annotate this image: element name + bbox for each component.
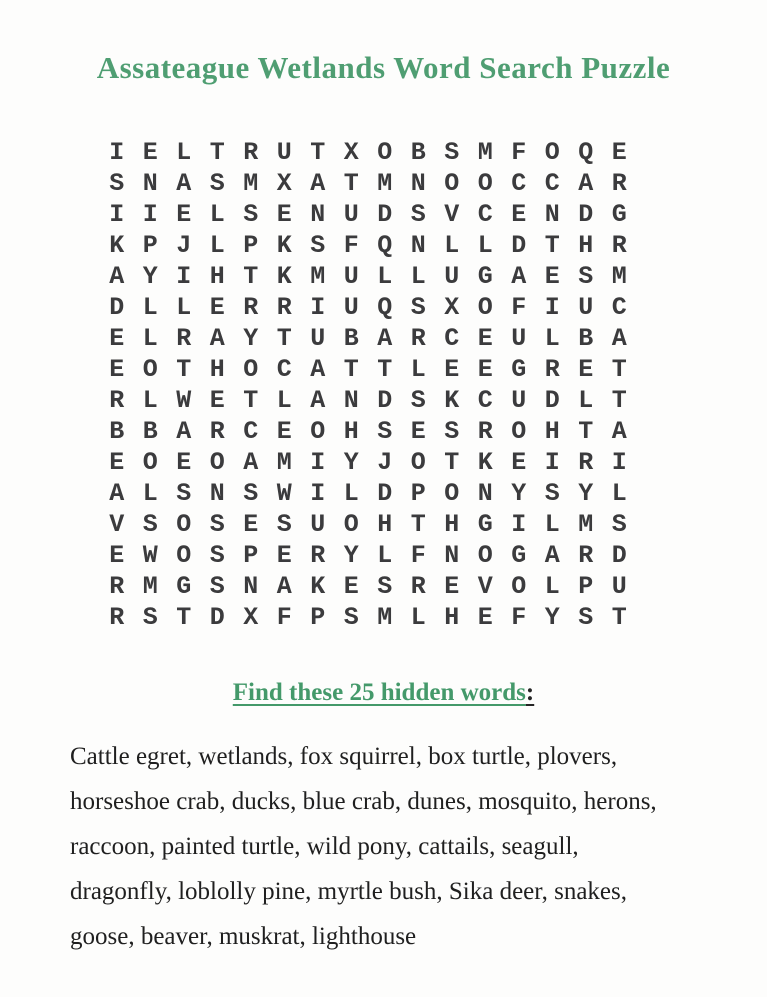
page-title: Assateague Wetlands Word Search Puzzle [96,50,671,85]
grid-letter: T [544,231,560,260]
grid-letter: U [578,293,594,322]
grid-letter: T [243,386,259,415]
grid-letter: E [477,603,493,632]
grid-letter: S [410,386,426,415]
grid-letter: S [209,541,225,570]
grid-letter: S [209,169,225,198]
grid-letter: J [176,231,192,260]
grid-letter: J [377,448,393,477]
grid-row [100,571,637,602]
grid-letter: S [209,510,225,539]
grid-letter: R [477,417,493,446]
grid-letter: I [544,448,560,477]
grid-letter: L [343,479,359,508]
grid-letter: D [109,293,125,322]
grid-letter: L [142,479,158,508]
grid-letter: B [578,324,594,353]
grid-letter: Y [343,541,359,570]
grid-letter: P [243,231,259,260]
grid-letter: M [578,510,594,539]
grid-letter: E [444,572,460,601]
grid-letter: A [377,324,393,353]
grid-letter: E [343,572,359,601]
grid-letter: O [142,448,158,477]
grid-letter: A [310,386,326,415]
grid-letter: O [477,169,493,198]
grid-letter: O [511,417,527,446]
grid-letter: D [209,603,225,632]
grid-letter: B [343,324,359,353]
grid-letter: O [477,293,493,322]
grid-letter: R [109,386,125,415]
grid-letter: D [544,386,560,415]
grid-letter: B [142,417,158,446]
grid-letter: U [343,200,359,229]
grid-letter: O [209,448,225,477]
find-words-heading-text: Find these 25 hidden words [232,679,526,706]
grid-letter: T [209,138,225,167]
grid-letter: Y [343,448,359,477]
grid-letter: R [310,541,326,570]
grid-letter: S [544,479,560,508]
grid-letter: Q [377,293,393,322]
grid-letter: Y [544,603,560,632]
grid-letter: Y [578,479,594,508]
grid-letter: S [578,603,594,632]
grid-letter: O [142,355,158,384]
grid-letter: L [544,510,560,539]
grid-letter: L [142,293,158,322]
grid-letter: H [444,510,460,539]
grid-letter: W [276,479,292,508]
grid-letter: S [444,417,460,446]
grid-letter: S [142,603,158,632]
hidden-words-list [70,734,717,959]
grid-letter: S [209,572,225,601]
grid-letter: R [176,324,192,353]
grid-letter: Y [243,324,259,353]
grid-letter: M [142,572,158,601]
grid-letter: L [142,386,158,415]
grid-letter: T [310,138,326,167]
grid-letter: M [276,448,292,477]
grid-letter: X [343,138,359,167]
grid-letter: H [209,262,225,291]
grid-letter: I [310,293,326,322]
grid-letter: B [109,417,125,446]
grid-letter: L [611,479,627,508]
grid-letter: K [444,386,460,415]
grid-letter: K [276,262,292,291]
grid-letter: H [444,603,460,632]
grid-letter: L [578,386,594,415]
grid-letter: T [176,355,192,384]
grid-letter: S [243,200,259,229]
grid-letter: M [477,138,493,167]
grid-letter: H [377,510,393,539]
grid-letter: H [578,231,594,260]
grid-letter: W [142,541,158,570]
grid-letter: D [611,541,627,570]
grid-letter: S [410,293,426,322]
grid-letter: H [343,417,359,446]
grid-letter: I [611,448,627,477]
grid-letter: I [109,138,125,167]
grid-letter: M [377,169,393,198]
grid-letter: O [444,479,460,508]
grid-letter: N [310,200,326,229]
grid-letter: G [511,355,527,384]
grid-letter: E [511,448,527,477]
grid-letter: L [377,541,393,570]
grid-letter: A [109,262,125,291]
grid-letter: I [544,293,560,322]
grid-letter: S [176,479,192,508]
grid-letter: F [511,138,527,167]
grid-letter: E [209,386,225,415]
grid-letter: O [176,510,192,539]
grid-letter: T [611,603,627,632]
grid-letter: L [276,386,292,415]
grid-letter: A [511,262,527,291]
grid-letter: U [511,386,527,415]
find-words-heading [0,679,767,707]
grid-letter: N [410,231,426,260]
grid-letter: E [477,324,493,353]
grid-letter: R [243,138,259,167]
grid-letter: B [410,138,426,167]
grid-row [100,478,637,509]
grid-letter: G [511,541,527,570]
grid-letter: A [310,355,326,384]
word-list-line: dragonfly, loblolly pine, myrtle bush, Sika deer, snakes, [70,878,627,905]
grid-letter: A [611,417,627,446]
grid-letter: T [176,603,192,632]
grid-letter: S [410,200,426,229]
grid-letter: H [544,417,560,446]
grid-letter: P [410,479,426,508]
grid-letter: L [544,572,560,601]
grid-letter: L [176,293,192,322]
grid-letter: R [243,293,259,322]
grid-letter: L [209,200,225,229]
grid-row [100,261,637,292]
grid-letter: V [109,510,125,539]
grid-letter: W [176,386,192,415]
grid-letter: O [544,138,560,167]
grid-letter: X [243,603,259,632]
grid-letter: O [444,169,460,198]
grid-letter: H [209,355,225,384]
grid-letter: U [343,293,359,322]
grid-letter: T [611,355,627,384]
grid-letter: T [343,169,359,198]
grid-letter: L [377,262,393,291]
find-words-heading-colon: : [525,679,535,706]
grid-letter: G [477,262,493,291]
grid-letter: F [511,603,527,632]
grid-letter: M [243,169,259,198]
grid-letter: F [511,293,527,322]
grid-letter: K [477,448,493,477]
grid-letter: Y [142,262,158,291]
grid-letter: U [611,572,627,601]
grid-letter: E [243,510,259,539]
grid-row [100,230,637,261]
grid-letter: L [410,603,426,632]
grid-letter: D [377,479,393,508]
grid-letter: A [578,169,594,198]
grid-letter: O [176,541,192,570]
grid-letter: N [343,386,359,415]
grid-letter: C [276,355,292,384]
grid-letter: A [243,448,259,477]
grid-row [100,509,637,540]
grid-letter: S [377,417,393,446]
grid-letter: K [276,231,292,260]
grid-letter: F [276,603,292,632]
grid-letter: U [511,324,527,353]
grid-letter: P [142,231,158,260]
grid-letter: E [109,448,125,477]
grid-letter: U [310,510,326,539]
grid-letter: E [477,355,493,384]
grid-letter: L [209,231,225,260]
grid-letter: O [511,572,527,601]
grid-letter: T [578,417,594,446]
grid-letter: E [578,355,594,384]
grid-row [100,602,637,633]
grid-letter: S [276,510,292,539]
grid-letter: E [142,138,158,167]
grid-letter: G [477,510,493,539]
grid-letter: F [343,231,359,260]
grid-letter: A [276,572,292,601]
grid-letter: O [377,138,393,167]
grid-letter: A [109,479,125,508]
grid-letter: I [310,448,326,477]
grid-letter: M [377,603,393,632]
grid-letter: A [611,324,627,353]
grid-letter: S [578,262,594,291]
grid-letter: T [410,510,426,539]
grid-letter: I [511,510,527,539]
grid-letter: S [109,169,125,198]
grid-letter: A [176,169,192,198]
grid-letter: V [477,572,493,601]
grid-letter: E [276,417,292,446]
grid-row [100,137,637,168]
grid-letter: E [109,541,125,570]
grid-row [100,323,637,354]
grid-row [100,416,637,447]
grid-row [100,199,637,230]
grid-letter: N [142,169,158,198]
grid-letter: C [444,324,460,353]
grid-letter: I [109,200,125,229]
grid-letter: D [511,231,527,260]
grid-letter: S [611,510,627,539]
grid-letter: P [578,572,594,601]
grid-letter: L [142,324,158,353]
grid-letter: T [377,355,393,384]
grid-letter: T [276,324,292,353]
grid-letter: A [176,417,192,446]
grid-letter: R [109,603,125,632]
grid-letter: O [343,510,359,539]
grid-letter: T [243,262,259,291]
grid-letter: O [243,355,259,384]
grid-letter: U [276,138,292,167]
grid-letter: Q [578,138,594,167]
grid-letter: V [444,200,460,229]
grid-letter: P [243,541,259,570]
grid-letter: L [410,262,426,291]
word-list-line: goose, beaver, muskrat, lighthouse [70,923,417,950]
word-list-line: Cattle egret, wetlands, fox squirrel, box turtle, plovers, [70,743,618,770]
grid-letter: C [611,293,627,322]
grid-letter: A [310,169,326,198]
grid-letter: X [444,293,460,322]
grid-letter: E [410,417,426,446]
grid-letter: D [578,200,594,229]
grid-letter: X [276,169,292,198]
grid-letter: N [444,541,460,570]
grid-letter: E [511,200,527,229]
grid-letter: N [243,572,259,601]
grid-letter: E [444,355,460,384]
grid-letter: L [410,355,426,384]
grid-letter: I [310,479,326,508]
grid-letter: K [109,231,125,260]
grid-letter: L [544,324,560,353]
grid-letter: N [209,479,225,508]
grid-row [100,354,637,385]
grid-letter: N [410,169,426,198]
grid-letter: G [176,572,192,601]
word-list-line: horseshoe crab, ducks, blue crab, dunes, mosquito, herons, [70,788,657,815]
grid-letter: R [410,324,426,353]
grid-letter: E [544,262,560,291]
grid-letter: S [243,479,259,508]
grid-letter: U [444,262,460,291]
grid-letter: E [209,293,225,322]
grid-letter: R [611,169,627,198]
grid-letter: I [142,200,158,229]
grid-letter: F [410,541,426,570]
grid-letter: R [410,572,426,601]
grid-letter: R [209,417,225,446]
grid-row [100,540,637,571]
grid-letter: C [511,169,527,198]
grid-letter: M [310,262,326,291]
grid-letter: Y [511,479,527,508]
grid-letter: T [444,448,460,477]
grid-row [100,292,637,323]
grid-letter: S [343,603,359,632]
grid-letter: S [310,231,326,260]
grid-letter: O [477,541,493,570]
grid-letter: R [276,293,292,322]
grid-letter: A [209,324,225,353]
grid-row [100,447,637,478]
grid-letter: I [176,262,192,291]
grid-letter: R [611,231,627,260]
grid-row [100,168,637,199]
grid-letter: R [544,355,560,384]
grid-letter: U [310,324,326,353]
grid-letter: P [310,603,326,632]
grid-letter: Q [377,231,393,260]
grid-letter: R [109,572,125,601]
grid-letter: O [310,417,326,446]
grid-letter: N [544,200,560,229]
grid-letter: S [142,510,158,539]
word-search-grid [100,137,637,633]
grid-letter: R [578,448,594,477]
grid-letter: E [276,200,292,229]
grid-letter: O [410,448,426,477]
grid-letter: C [544,169,560,198]
grid-letter: M [611,262,627,291]
grid-letter: E [176,448,192,477]
grid-letter: L [176,138,192,167]
grid-letter: S [444,138,460,167]
grid-letter: D [377,200,393,229]
grid-letter: C [477,200,493,229]
grid-letter: E [176,200,192,229]
grid-letter: E [109,355,125,384]
grid-letter: N [477,479,493,508]
grid-letter: E [276,541,292,570]
grid-letter: E [109,324,125,353]
grid-letter: D [377,386,393,415]
grid-letter: C [477,386,493,415]
grid-letter: E [611,138,627,167]
grid-letter: G [611,200,627,229]
grid-letter: C [243,417,259,446]
grid-letter: A [544,541,560,570]
grid-row [100,385,637,416]
word-list-line: raccoon, painted turtle, wild pony, cattails, seagull, [70,833,579,860]
grid-letter: L [477,231,493,260]
grid-letter: L [444,231,460,260]
grid-letter: R [578,541,594,570]
grid-letter: K [310,572,326,601]
grid-letter: T [611,386,627,415]
grid-letter: T [343,355,359,384]
grid-letter: S [377,572,393,601]
grid-letter: U [343,262,359,291]
